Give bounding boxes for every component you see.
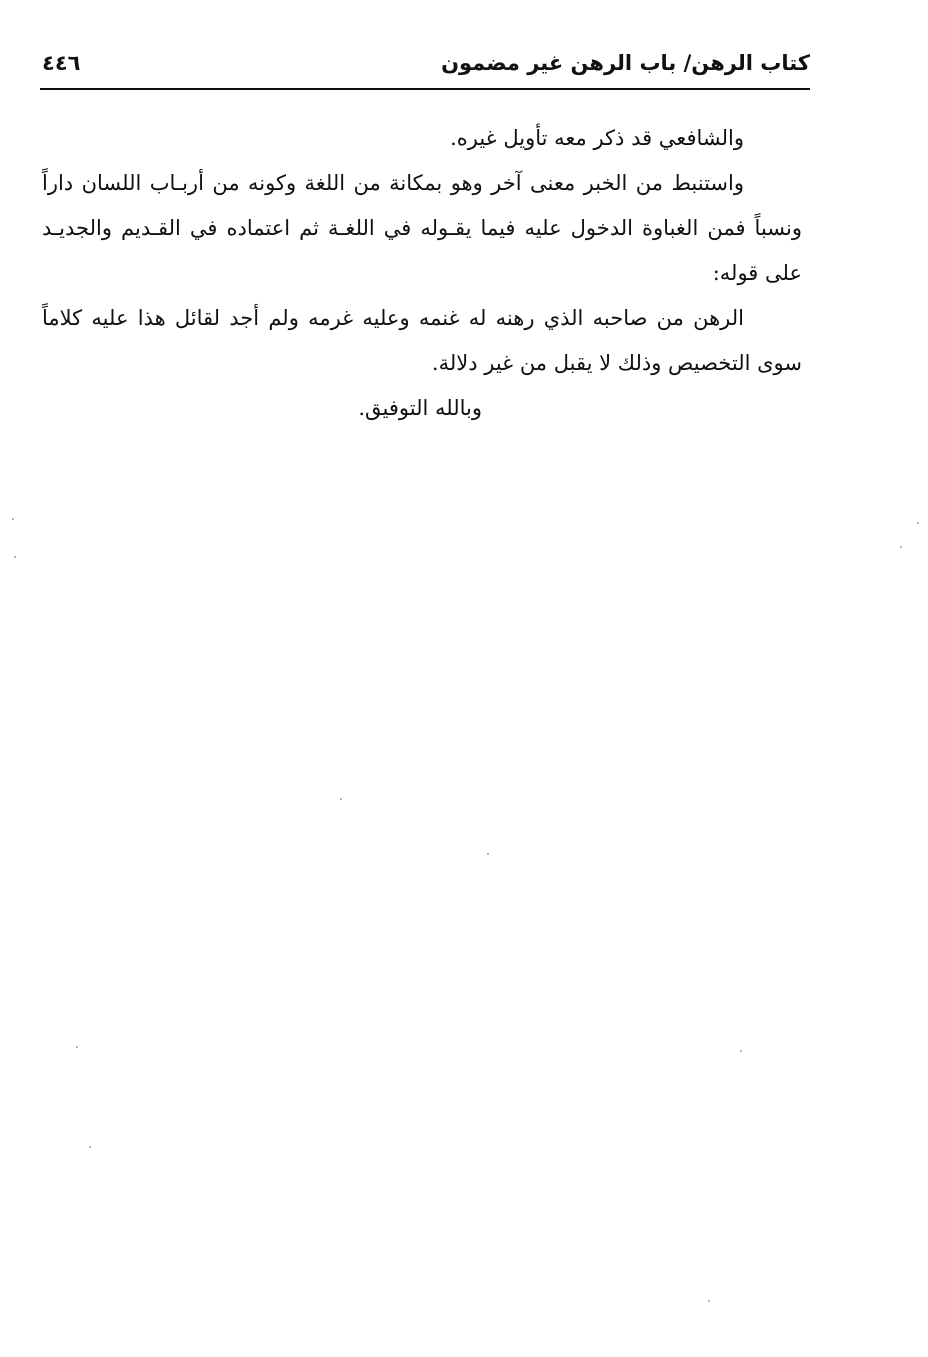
body-text bbox=[42, 116, 802, 431]
paragraph-1: والشافعي قد ذكر معه تأويل غيره. bbox=[450, 126, 744, 150]
paragraph-2: واستنبط من الخبر معنى آخر وهو بمكانة من اللغة وكونه من أربـاب اللسان داراً ونسباً فمن الغباوة الدخول عليه فيما يقـوله في اللغـة ثم اعتماده في القـديم والجديـد على قوله: bbox=[42, 171, 802, 285]
scan-speck bbox=[340, 798, 342, 800]
scan-speck bbox=[12, 518, 14, 520]
paragraph-3: الرهن من صاحبه الذي رهنه له غنمه وعليه غرمه ولم أجد لقائل هذا عليه كلاماً سوى التخصيص وذلك لا يقبل من غير دلالة. bbox=[42, 306, 802, 375]
scan-speck bbox=[14, 556, 16, 558]
closing-line: وبالله التوفيق. bbox=[358, 396, 482, 420]
scan-speck bbox=[917, 522, 919, 524]
scan-speck bbox=[89, 1146, 91, 1148]
header-rule bbox=[40, 88, 810, 90]
scan-speck bbox=[740, 1050, 742, 1052]
scan-speck bbox=[76, 1046, 78, 1048]
header-title: كتاب الرهن/ باب الرهن غير مضمون bbox=[441, 51, 810, 75]
scan-speck bbox=[487, 853, 489, 855]
running-header bbox=[42, 46, 810, 88]
scan-speck bbox=[708, 1300, 710, 1302]
page-number: ٤٤٦ bbox=[42, 51, 81, 75]
scan-speck bbox=[900, 546, 902, 548]
